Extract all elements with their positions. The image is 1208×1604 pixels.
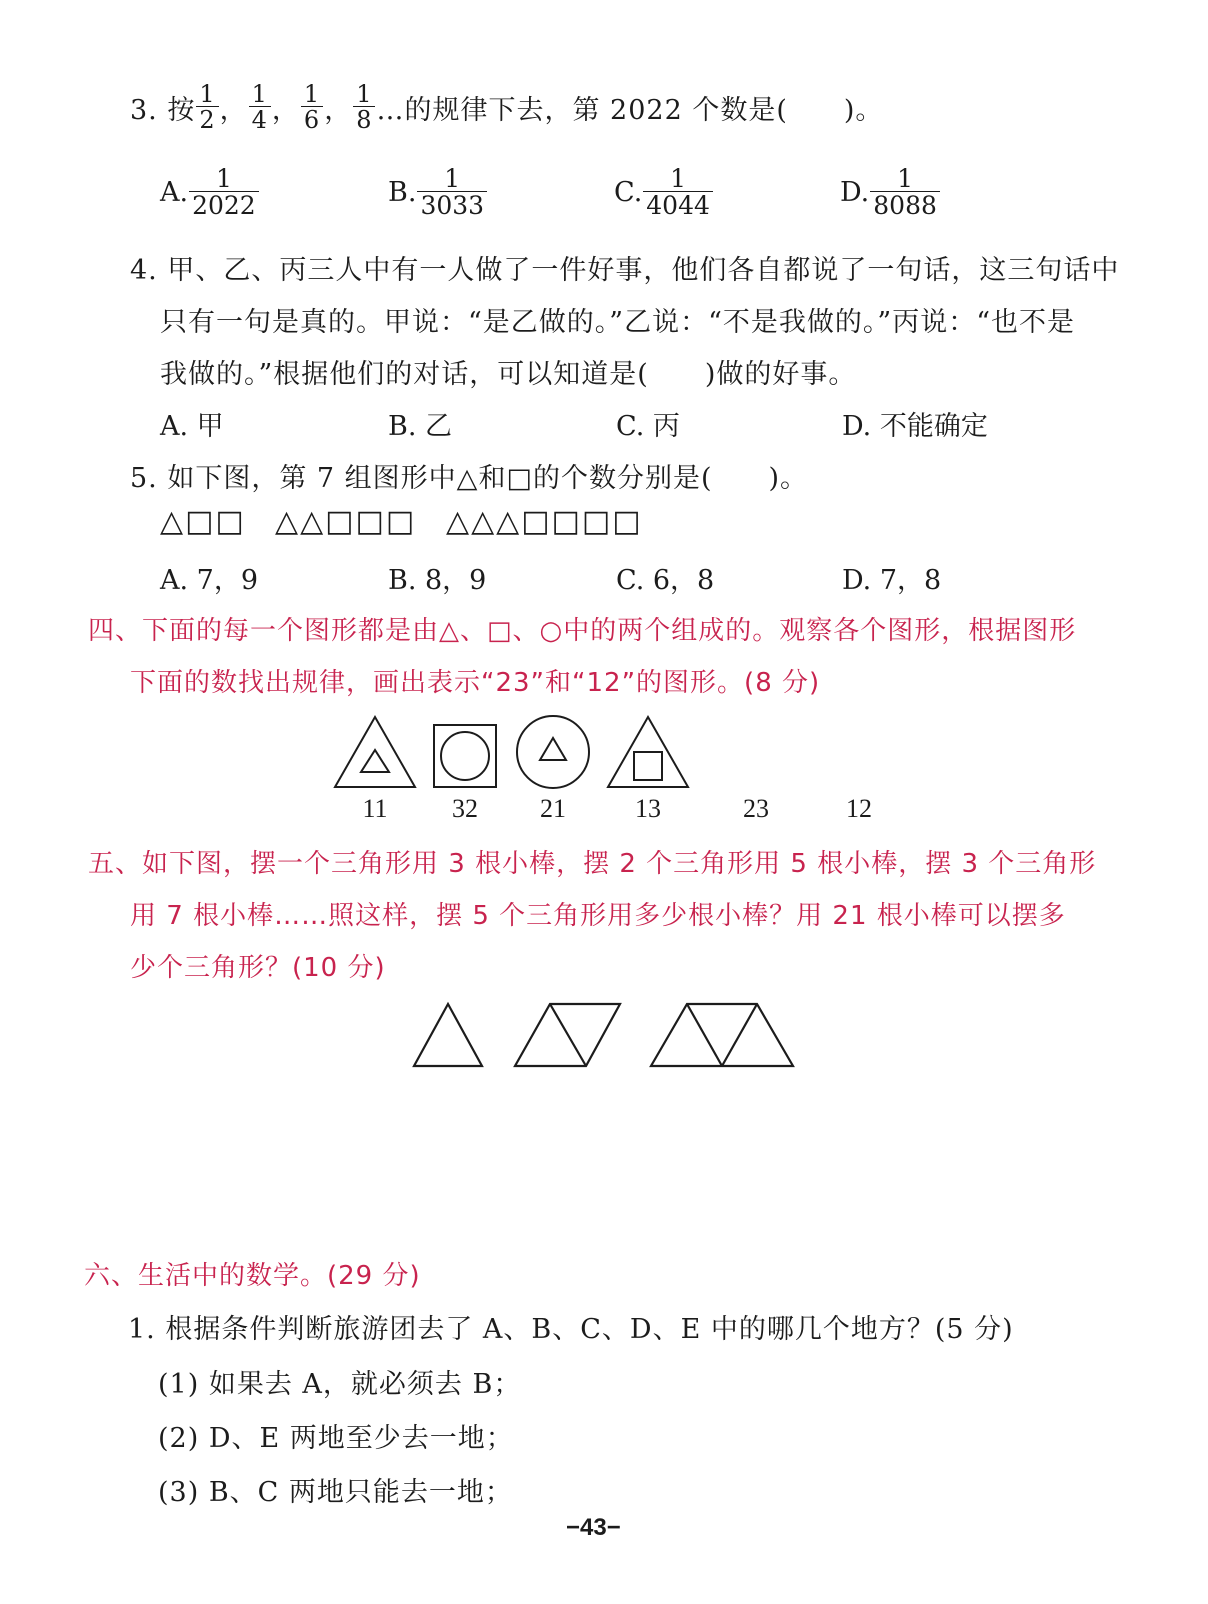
q3-fraction-4: $\frac{1}{8}$ — [353, 82, 375, 132]
q5-group-1: △□□ — [160, 504, 246, 539]
q3-option-a: A. $\frac{1}{2022}$ — [160, 166, 260, 218]
section-5-line-1: 五、如下图，摆一个三角形用 3 根小棒，摆 2 个三角形用 5 根小棒，摆 3 个三角形 — [88, 849, 1097, 879]
two-triangles — [515, 1004, 620, 1066]
figure-circle-in-square — [434, 725, 496, 787]
three-triangles — [651, 1004, 793, 1066]
q3-option-d: D. $\frac{1}{8088}$ — [840, 166, 941, 218]
q3-suffix: …的规律下去，第 2022 个数是( )。 — [376, 94, 884, 126]
figure-square-in-triangle — [608, 717, 688, 787]
q3-option-c: C. $\frac{1}{4044}$ — [614, 166, 714, 218]
section-4-line-2: 下面的数找出规律，画出表示“23”和“12”的图形。(8 分) — [130, 668, 821, 698]
q4-option-b: B. 乙 — [388, 411, 453, 442]
q5-stem: 5. 如下图，第 7 组图形中△和□的个数分别是( )。 — [130, 463, 809, 494]
q4-line-2: 只有一句是真的。甲说：“是乙做的。”乙说：“不是我做的。”丙说：“也不是 — [160, 307, 1076, 338]
q4-option-c: C. 丙 — [616, 411, 680, 442]
q5-group-3: △△△□□□□ — [446, 504, 643, 539]
q5-option-d: D. 7，8 — [842, 565, 942, 596]
s6-condition-1: (1) 如果去 A，就必须去 B； — [158, 1369, 522, 1400]
figure-label-5: 23 — [743, 794, 769, 823]
q3-fraction-2: $\frac{1}{4}$ — [249, 82, 271, 132]
q5-option-b: B. 8，9 — [388, 565, 487, 596]
q5-option-c: C. 6，8 — [616, 565, 715, 596]
figure-triangle-in-circle — [517, 716, 589, 788]
q4-option-d: D. 不能确定 — [842, 411, 988, 442]
q3-fraction-3: $\frac{1}{6}$ — [301, 82, 323, 132]
section-5-line-2: 用 7 根小棒……照这样，摆 5 个三角形用多少根小棒？用 21 根小棒可以摆多 — [130, 901, 1066, 931]
figure-triangle-in-triangle — [335, 717, 415, 787]
one-triangle — [414, 1004, 482, 1066]
s6-question-1: 1. 根据条件判断旅游团去了 A、B、C、D、E 中的哪几个地方？(5 分) — [128, 1314, 1014, 1345]
section-4-figures — [330, 712, 730, 802]
figure-label-3: 21 — [540, 794, 566, 823]
q5-group-2: △△□□□ — [275, 504, 417, 539]
section-5-matchstick-triangles — [410, 1000, 810, 1070]
q3-fraction-1: $\frac{1}{2}$ — [196, 82, 218, 132]
page-number: −43− — [566, 1514, 621, 1541]
section-6-title: 六、生活中的数学。(29 分) — [84, 1261, 421, 1291]
q5-option-a: A. 7，9 — [160, 565, 259, 596]
s6-condition-2: (2) D、E 两地至少去一地； — [158, 1423, 514, 1454]
section-5-line-3: 少个三角形？(10 分) — [130, 953, 386, 983]
figure-label-6: 12 — [846, 794, 872, 823]
q4-line-3: 我做的。”根据他们的对话，可以知道是( )做的好事。 — [160, 359, 857, 390]
figure-label-2: 32 — [452, 794, 478, 823]
q3-stem: 3. 按 $\frac{1}{2}$ ， $\frac{1}{4}$ ， $\frac{1}{6}$ ， $\frac{1}{8}$ …的规律下去，第 2022 个数是( )。 — [130, 80, 884, 134]
q3-option-b: B. $\frac{1}{3033}$ — [388, 166, 488, 218]
q3-prefix: 3. 按 — [130, 94, 196, 126]
q4-line-1: 4. 甲、乙、丙三人中有一人做了一件好事，他们各自都说了一句话，这三句话中 — [130, 255, 1120, 286]
figure-label-4: 13 — [635, 794, 661, 823]
section-4-line-1: 四、下面的每一个图形都是由△、□、○中的两个组成的。观察各个图形，根据图形 — [88, 616, 1077, 646]
q4-option-a: A. 甲 — [160, 411, 224, 442]
s6-condition-3: (3) B、C 两地只能去一地； — [158, 1477, 513, 1508]
figure-label-1: 11 — [362, 794, 388, 823]
